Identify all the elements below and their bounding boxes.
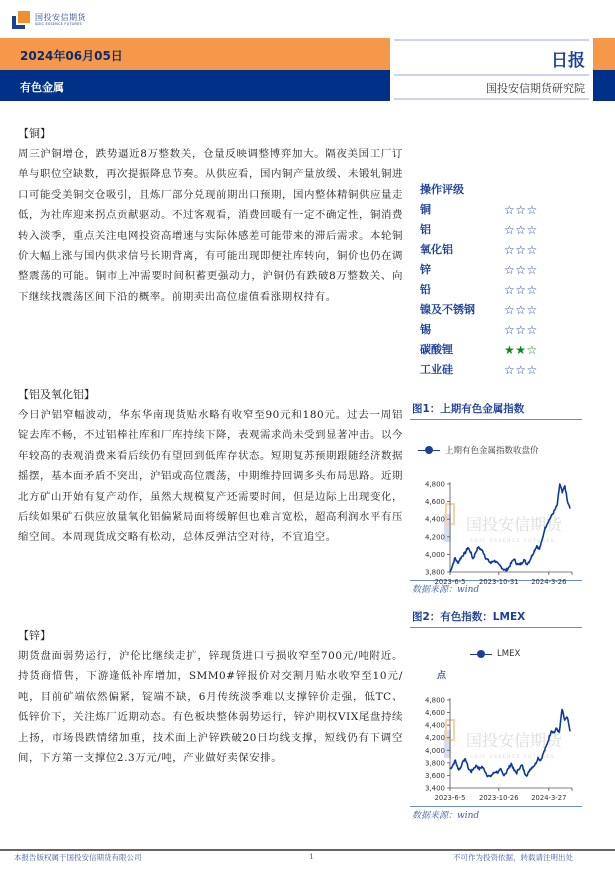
line-chart xyxy=(410,628,582,806)
svg-text:2024-3-26: 2024-3-26 xyxy=(531,578,567,586)
svg-text:4,400: 4,400 xyxy=(424,515,445,524)
page-number: 1 xyxy=(309,852,314,861)
rating-row xyxy=(420,340,580,360)
svg-text:SDIC ESSENCE FUTURES: SDIC ESSENCE FUTURES xyxy=(470,755,556,760)
figure-1 xyxy=(410,399,582,599)
rating-commodity: 工业硅 xyxy=(420,363,453,376)
svg-text:4,600: 4,600 xyxy=(424,498,445,507)
section-zinc xyxy=(18,626,403,768)
divider xyxy=(394,39,589,41)
rating-row xyxy=(420,320,580,340)
svg-text:2023-6-5: 2023-6-5 xyxy=(434,578,466,586)
rating-row xyxy=(420,280,580,300)
rating-commodity: 镍及不锈钢 xyxy=(420,303,475,316)
svg-text:4,400: 4,400 xyxy=(424,721,445,730)
rating-commodity: 铅 xyxy=(420,283,431,296)
divider xyxy=(394,74,589,76)
footer-divider xyxy=(0,849,615,851)
figure-2 xyxy=(410,607,582,825)
figure-title: 图2：有色指数：LMEX xyxy=(412,611,526,623)
rating-row xyxy=(420,240,580,260)
star-rating-icon: ☆☆☆ xyxy=(504,203,538,217)
svg-text:2023-10-26: 2023-10-26 xyxy=(479,794,519,802)
figure-title: 图1：上期有色金属指数 xyxy=(412,403,525,415)
footer-copyright: 本报告版权属于国投安信期货有限公司 xyxy=(14,853,142,862)
section-heading: 【锌】 xyxy=(18,629,51,642)
legend-label: 上期有色金属指数收盘价 xyxy=(445,446,539,456)
svg-text:4,800: 4,800 xyxy=(424,480,445,489)
rating-commodity: 锌 xyxy=(420,263,431,276)
section-body: 今日沪铝窄幅波动，华东华南现货贴水略有收窄至90元和180元。过去一周铝锭去库不畅，不过铝棒社库和厂库持续下降，表观需求尚未受到显著冲击。以今年较高的表观消费来看后续仍有望回到低库存状态。短期复苏预期跟随经济数据摇摆，基本面矛盾不突出，沪铝或高位震荡，中期维持回调多头布局思路。近期北方矿山开始有复产动作，虽然大规模复产还需要时间，但是边际上出现变化，后续如果矿石供应放量氧化铝偏紧局面将缓解但也难言宽松，超高利润水平有压缩空间。本周现货成交略有松动，总体反弹沽空对待，不宜追空。 xyxy=(18,409,403,544)
report-date: 2024年06月05日 xyxy=(20,49,123,63)
logo-mark-icon xyxy=(12,11,30,29)
logo-name-cn: 国投安信期货 xyxy=(35,12,86,22)
star-rating-icon: ☆☆☆ xyxy=(504,243,538,257)
svg-text:2024-3-27: 2024-3-27 xyxy=(531,794,567,802)
section-heading: 【铝及氧化铝】 xyxy=(18,388,95,401)
svg-text:3,800: 3,800 xyxy=(424,759,445,768)
rating-commodity: 碳酸锂 xyxy=(420,343,453,356)
rating-commodity: 铝 xyxy=(420,223,431,236)
data-source: 数据来源：wind xyxy=(412,585,480,595)
section-body: 周三沪铜增仓，跌势逼近8万整数关，仓量反映调整博弈加大。隔夜美国工厂订单与职位空缺数，再次提振降息节奏。从供应看，国内铜产量放缓、未锻轧铜进口可能受美铜交仓吸引，且炼厂部分兑现前期出口预期，国内整体精铜供应量走低，为社库迎来拐点贡献驱动。不过客观看，消费回暖有一定不确定性，铜消费转入淡季，重点关注电网投资高增速与实际体感差可能带来的滞后需求。本轮铜价大幅上涨与国内供求信号长期背离，有可能出现即便社库转向，铜价也仍在调整震荡的可能。铜市上冲需要时间积蓄更强动力，沪铜仍有跌破8万整数关、向下继续找震荡区间下沿的概率。前期卖出高位虚值看涨期权持有。 xyxy=(18,148,403,303)
footer-disclaimer: 不可作为投资依据，转载请注明出处 xyxy=(453,853,573,862)
svg-text:3,400: 3,400 xyxy=(424,784,445,793)
svg-text:4,200: 4,200 xyxy=(424,734,445,743)
svg-text:4,000: 4,000 xyxy=(424,746,445,755)
svg-text:3,600: 3,600 xyxy=(424,771,445,780)
svg-text:2023-6-5: 2023-6-5 xyxy=(434,794,466,802)
logo-name-en: SDIC ESSENCE FUTURES xyxy=(35,21,82,26)
section-copper xyxy=(18,124,403,307)
line-chart xyxy=(410,420,582,586)
svg-text:4,000: 4,000 xyxy=(424,550,445,559)
chart-shfe-nonferrous-index xyxy=(410,420,582,586)
star-rating-icon: ☆☆☆ xyxy=(504,283,538,297)
star-rating-icon: ☆☆☆ xyxy=(504,363,538,377)
institute-name: 国投安信期货研究院 xyxy=(486,82,585,95)
star-rating-icon: ★★☆ xyxy=(504,343,538,357)
divider xyxy=(394,98,589,100)
svg-text:国投安信期货: 国投安信期货 xyxy=(466,731,563,750)
chart-lmex xyxy=(410,628,582,806)
data-source: 数据来源：wind xyxy=(412,811,480,821)
section-body: 期货盘面弱势运行，沪伦比继续走扩，锌现货进口亏损收窄至700元/吨附近。持货商惜售，下游逢低补库增加，SMM0#锌报价对交割月贴水收窄至10元/吨，目前矿端依然偏紧，锭端不缺，6月传统淡季难以支撑锌价走强，低TC、低锌价下，关注炼厂近期动态。有色板块整体弱势运行，锌沪期权VIX尾盘持续上扬，市场畏跌情绪加重，技术面上沪锌跌破20日均线支撑，短线仍有下调空间，下方第一支撑位2.3万元/吨，产业做好卖保安排。 xyxy=(18,650,403,765)
report-type: 日报 xyxy=(551,51,585,71)
operation-rating-table xyxy=(420,180,580,380)
rating-row xyxy=(420,300,580,320)
star-rating-icon: ☆☆☆ xyxy=(504,303,538,317)
rating-row xyxy=(420,220,580,240)
report-sector: 有色金属 xyxy=(20,81,64,94)
y-axis-unit: 点 xyxy=(437,671,447,681)
legend-label: LMEX xyxy=(497,649,521,659)
svg-text:4,800: 4,800 xyxy=(424,696,445,705)
rating-commodity: 锡 xyxy=(420,323,431,336)
rating-title: 操作评级 xyxy=(420,183,464,196)
svg-text:3,800: 3,800 xyxy=(424,568,445,577)
rating-row xyxy=(420,360,580,380)
star-rating-icon: ☆☆☆ xyxy=(504,223,538,237)
svg-text:国投安信期货: 国投安信期货 xyxy=(466,515,563,534)
company-logo xyxy=(12,10,86,30)
svg-text:2023-10-31: 2023-10-31 xyxy=(479,578,519,586)
svg-text:4,200: 4,200 xyxy=(424,533,445,542)
star-rating-icon: ☆☆☆ xyxy=(504,263,538,277)
rating-row xyxy=(420,260,580,280)
star-rating-icon: ☆☆☆ xyxy=(504,323,538,337)
svg-text:SDIC ESSENCE FUTURES: SDIC ESSENCE FUTURES xyxy=(470,539,556,544)
report-title-box xyxy=(390,38,593,101)
rating-commodity: 铜 xyxy=(420,203,431,216)
rating-row xyxy=(420,200,580,220)
section-aluminum xyxy=(18,385,403,548)
section-heading: 【铜】 xyxy=(18,127,51,140)
svg-text:4,600: 4,600 xyxy=(424,709,445,718)
rating-commodity: 氧化铝 xyxy=(420,243,453,256)
